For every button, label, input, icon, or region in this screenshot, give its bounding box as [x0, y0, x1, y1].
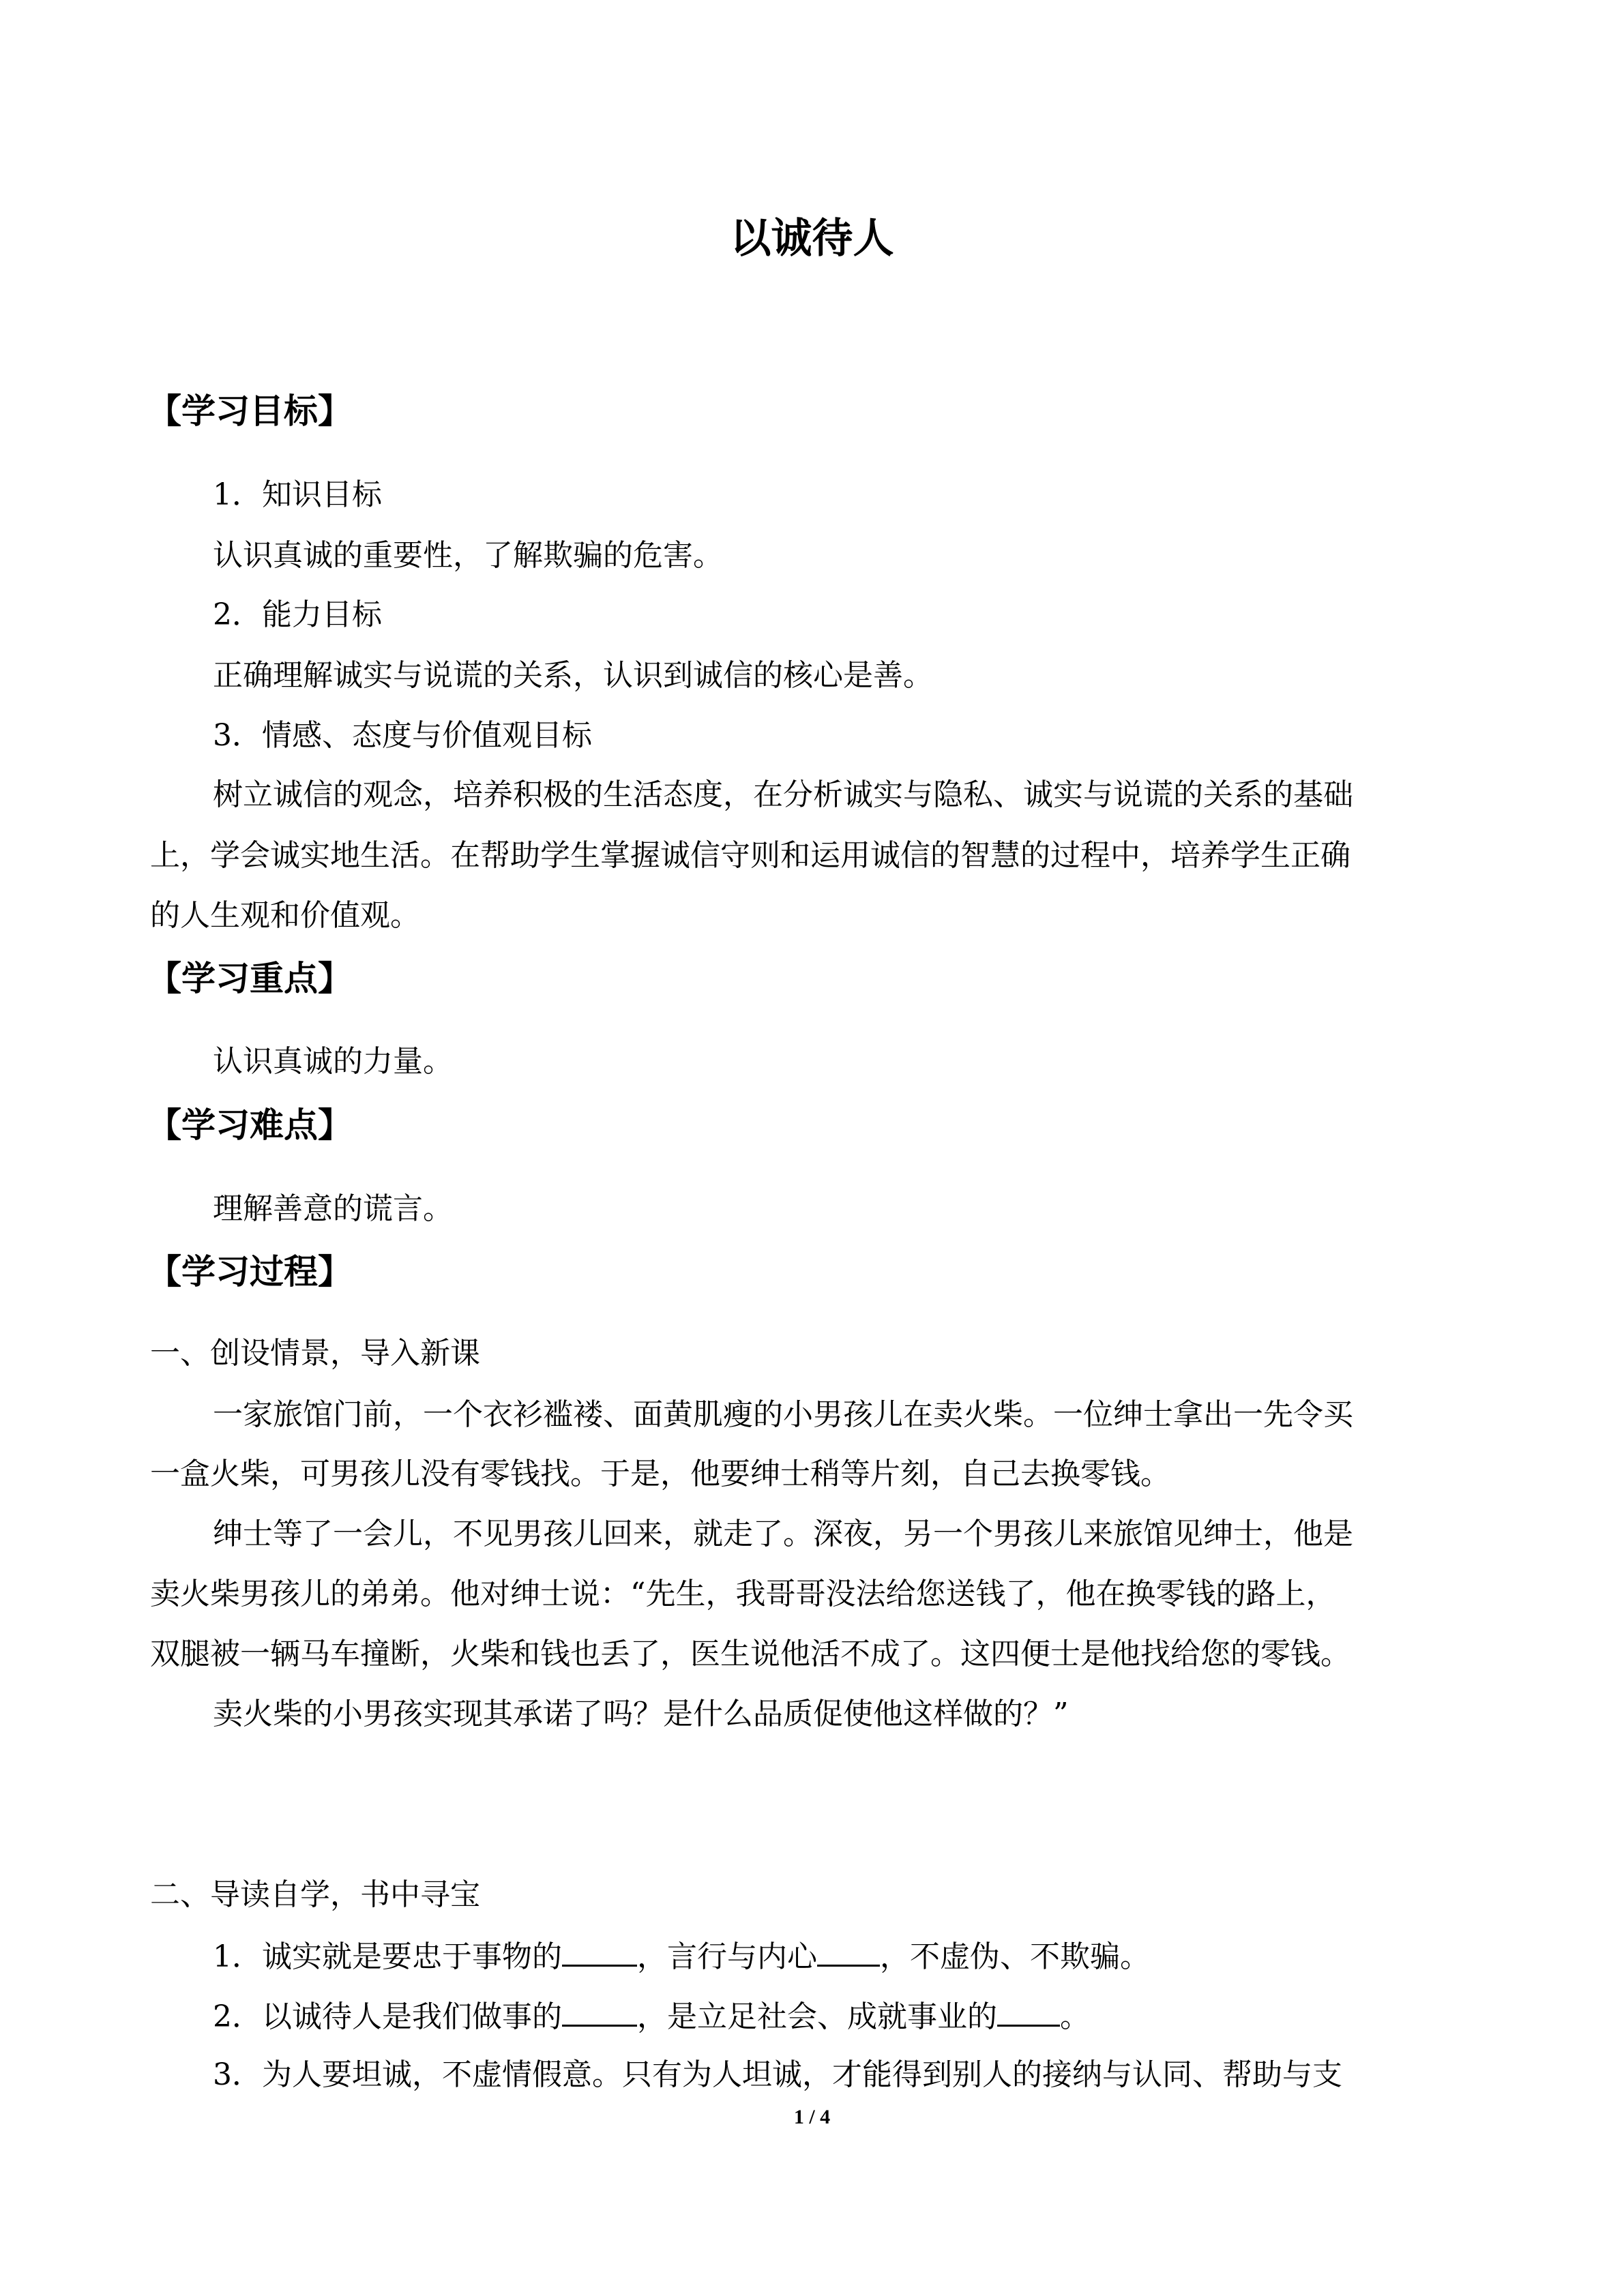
question-3: 3．为人要坦诚，不虚情假意。只有为人坦诚，才能得到别人的接纳与认同、帮助与支: [213, 2057, 1342, 2092]
objective-2-label: 2．能力目标: [213, 597, 382, 632]
question-1-part-a: 1．诚实就是要忠于事物的: [213, 1939, 562, 1974]
question-1: [213, 1935, 1461, 1978]
question-1-part-c: ，不虚伪、不欺骗。: [880, 1939, 1150, 1974]
story-line: 双腿被一辆马车撞断，火柴和钱也丢了，医生说他活不成了。这四便士是他找给您的零钱。: [150, 1637, 1350, 1671]
page-number: 1 / 4: [793, 2106, 831, 2128]
story-line: 一盒火柴，可男孩儿没有零钱找。于是，他要绅士稍等片刻，自己去换零钱。: [150, 1457, 1170, 1491]
question-2: [213, 1995, 1461, 2038]
answer-blank[interactable]: [562, 1935, 637, 1967]
question-2-part-a: 2．以诚待人是我们做事的: [213, 1999, 562, 2034]
document-title: 以诚待人: [730, 215, 894, 263]
objective-1-label: 1．知识目标: [213, 477, 382, 512]
objective-3-label: 3．情感、态度与价值观目标: [213, 718, 592, 753]
answer-blank[interactable]: [997, 1995, 1060, 2027]
heading-key-points: 【学习重点】: [147, 958, 352, 998]
answer-blank[interactable]: [562, 1995, 637, 2027]
section-2-title: 二、导读自学，书中寻宝: [150, 1877, 480, 1912]
section-1-title: 一、创设情景，导入新课: [150, 1336, 480, 1371]
difficulties-text: 理解善意的谎言。: [213, 1191, 453, 1226]
question-2-part-b: ，是立足社会、成就事业的: [637, 1999, 997, 2034]
objective-1-text: 认识真诚的重要性，了解欺骗的危害。: [213, 538, 723, 573]
question-2-part-c: 。: [1060, 1999, 1090, 2034]
story-line: 卖火柴男孩儿的弟弟。他对绅士说：“先生，我哥哥没法给您送钱了，他在换零钱的路上，: [150, 1577, 1336, 1611]
story-line: 绅士等了一会儿，不见男孩儿回来，就走了。深夜，另一个男孩儿来旅馆见绅士，他是: [213, 1517, 1353, 1551]
heading-process: 【学习过程】: [147, 1251, 352, 1292]
question-1-part-b: ，言行与内心: [637, 1939, 817, 1974]
heading-objectives: 【学习目标】: [147, 391, 352, 431]
heading-difficulties: 【学习难点】: [147, 1105, 352, 1145]
objective-3-line: 树立诚信的观念，培养积极的生活态度，在分析诚实与隐私、诚实与说谎的关系的基础: [213, 777, 1353, 812]
story-question: 卖火柴的小男孩实现其承诺了吗？是什么品质促使他这样做的？”: [213, 1697, 1069, 1731]
objective-3-line: 上，学会诚实地生活。在帮助学生掌握诚信守则和运用诚信的智慧的过程中，培养学生正确: [150, 838, 1350, 873]
objective-3-line: 的人生观和价值观。: [150, 898, 420, 933]
objective-2-text: 正确理解诚实与说谎的关系，认识到诚信的核心是善。: [213, 658, 933, 693]
key-points-text: 认识真诚的力量。: [213, 1044, 453, 1079]
story-line: 一家旅馆门前，一个衣衫褴褛、面黄肌瘦的小男孩儿在卖火柴。一位绅士拿出一先令买: [213, 1397, 1353, 1432]
answer-blank[interactable]: [817, 1935, 880, 1967]
